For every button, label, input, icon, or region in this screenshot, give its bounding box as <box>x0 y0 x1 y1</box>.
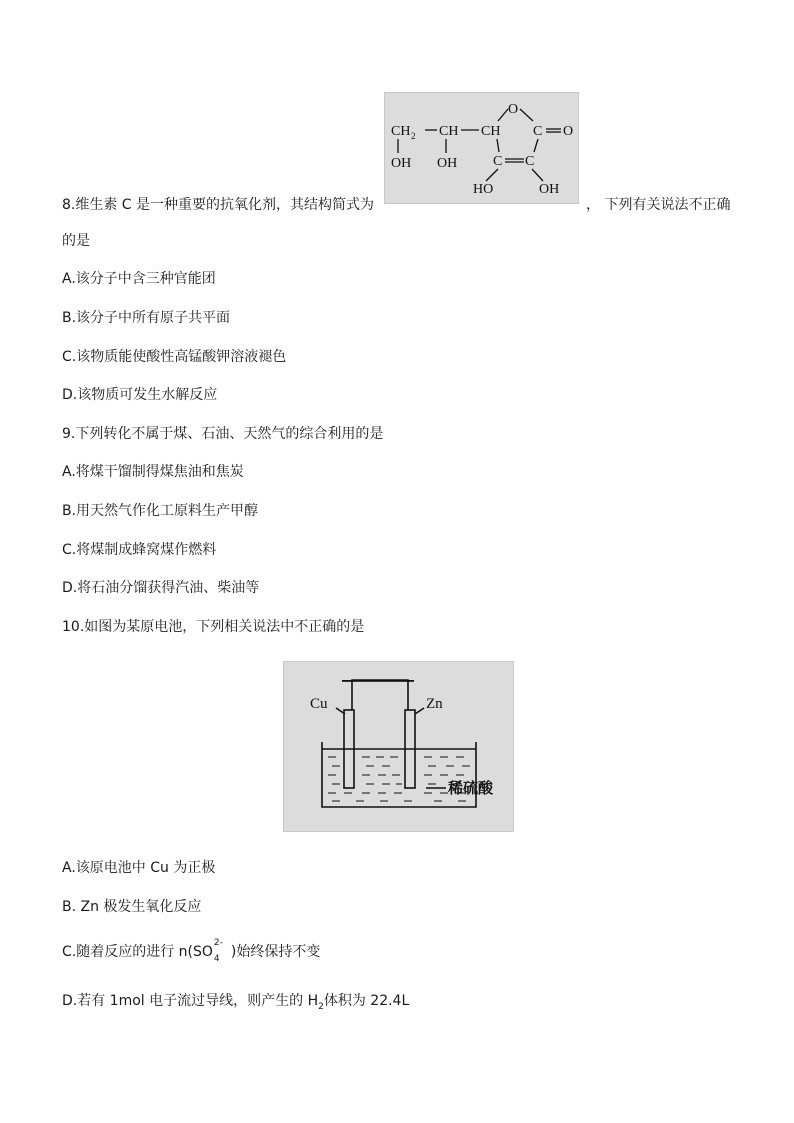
struct-c-left: C <box>493 154 503 169</box>
q10-option-d-after: 体积为 22.4L <box>323 993 410 1009</box>
cell-label-cu: Cu <box>310 696 328 712</box>
q10-option-b: B. Zn 极发生氧化反应 <box>62 899 202 915</box>
q9-option-d: D.将石油分馏获得汽油、柴油等 <box>62 580 260 596</box>
q8-stem-cont: 的是 <box>62 233 90 249</box>
struct-oh-2: OH <box>437 156 458 171</box>
q8-stem <box>62 196 374 214</box>
q10-option-c-sub: 4 <box>213 954 220 964</box>
q8-option-b: B.该分子中所有原子共平面 <box>62 310 231 326</box>
galvanic-cell-figure <box>283 661 514 832</box>
q10-option-d-before: D.若有 1mol 电子流过导线，则产生的 H <box>62 993 319 1009</box>
struct-ch2-sub: 2 <box>411 131 416 141</box>
struct-oh-1: OH <box>391 156 412 171</box>
q9-option-a: A.将煤干馏制得煤焦油和焦炭 <box>62 464 244 480</box>
q10-option-d-sub: 2 <box>318 1001 324 1012</box>
struct-oh-4: OH <box>539 182 560 197</box>
q8-text-before: 8.维生素 C 是一种重要的抗氧化剂，其结构简式为 <box>62 197 375 213</box>
cell-label-electrolyte: 稀硫酸 <box>448 779 494 797</box>
q8-option-c: C.该物质能使酸性高锰酸钾溶液褪色 <box>62 349 287 365</box>
vitamin-c-structure-svg <box>385 93 578 203</box>
q10-option-d <box>62 992 409 1016</box>
q10-option-c-ion: SO <box>193 944 213 960</box>
q10-option-c-after: )始终保持不变 <box>230 944 321 960</box>
q8-option-d: D.该物质可发生水解反应 <box>62 387 218 403</box>
struct-c-right: C <box>525 154 535 169</box>
struct-c-carbonyl: C <box>533 124 543 139</box>
q8-stem-after <box>586 196 730 214</box>
q9-option-b: B.用天然气作化工原料生产甲醇 <box>62 503 259 519</box>
q10-option-c-before: C.随着反应的进行 n( <box>62 944 194 960</box>
q10-option-c-sup: 2- <box>213 938 223 948</box>
cell-label-zn: Zn <box>426 696 443 712</box>
struct-o-carbonyl: O <box>563 124 574 139</box>
struct-ch-ring: CH <box>481 124 501 139</box>
q10-stem: 10.如图为某原电池，下列相关说法中不正确的是 <box>62 619 365 635</box>
struct-o-ring: O <box>508 102 519 117</box>
struct-ho-3: HO <box>473 182 494 197</box>
struct-bonds <box>398 109 561 181</box>
q8-option-a: A.该分子中含三种官能团 <box>62 271 216 287</box>
vitamin-c-structure-figure <box>384 92 579 204</box>
struct-ch2: CH <box>391 124 411 139</box>
struct-ch: CH <box>439 124 459 139</box>
galvanic-cell-svg <box>284 662 513 831</box>
q9-stem: 9.下列转化不属于煤、石油、天然气的综合利用的是 <box>62 426 384 442</box>
q9-option-c: C.将煤制成蜂窝煤作燃料 <box>62 542 217 558</box>
q10-option-a: A.该原电池中 Cu 为正极 <box>62 860 216 876</box>
q10-option-c-scripts <box>213 938 225 964</box>
q8-text-after: ， 下列有关说法不正确 <box>586 197 731 213</box>
q10-option-c <box>62 938 321 964</box>
